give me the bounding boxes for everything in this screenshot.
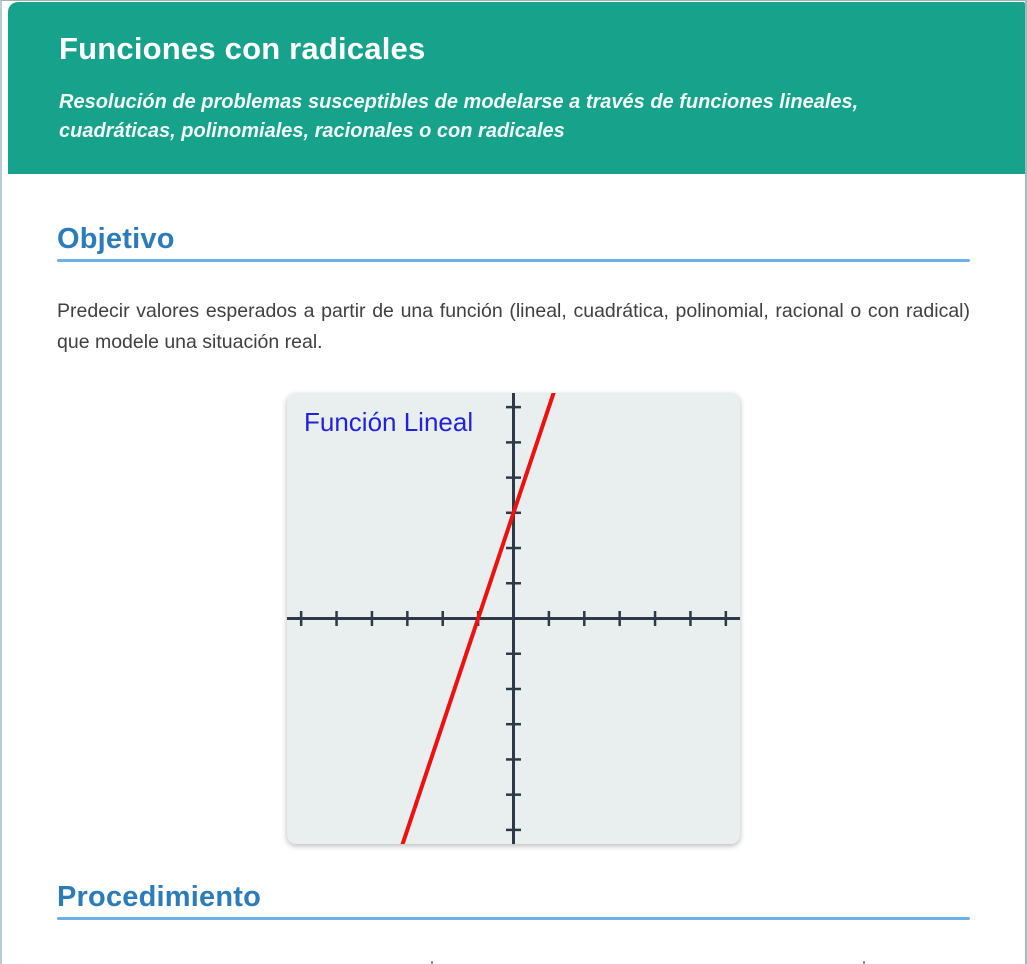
graph-svg [287,393,740,844]
section-heading-procedimiento: Procedimiento [57,881,262,913]
objetivo-body-text: Predecir valores esperados a partir de una función (lineal, cuadrática, polinomial, racional o con radical) que modele una situación real. [57,300,970,353]
linear-function-graph [287,393,740,844]
lesson-header-banner [8,2,1025,174]
graph-title: Función Lineal [304,407,474,437]
page-title: Funciones con radicales [59,31,426,66]
objetivo-divider [57,259,970,262]
page-subtitle: Resolución de problemas susceptibles de modelarse a través de funciones lineales, cuadráticas, polinomiales, racionales o con radicales [59,91,859,142]
section-heading-objetivo: Objetivo [57,223,175,255]
procedimiento-divider [57,917,970,920]
